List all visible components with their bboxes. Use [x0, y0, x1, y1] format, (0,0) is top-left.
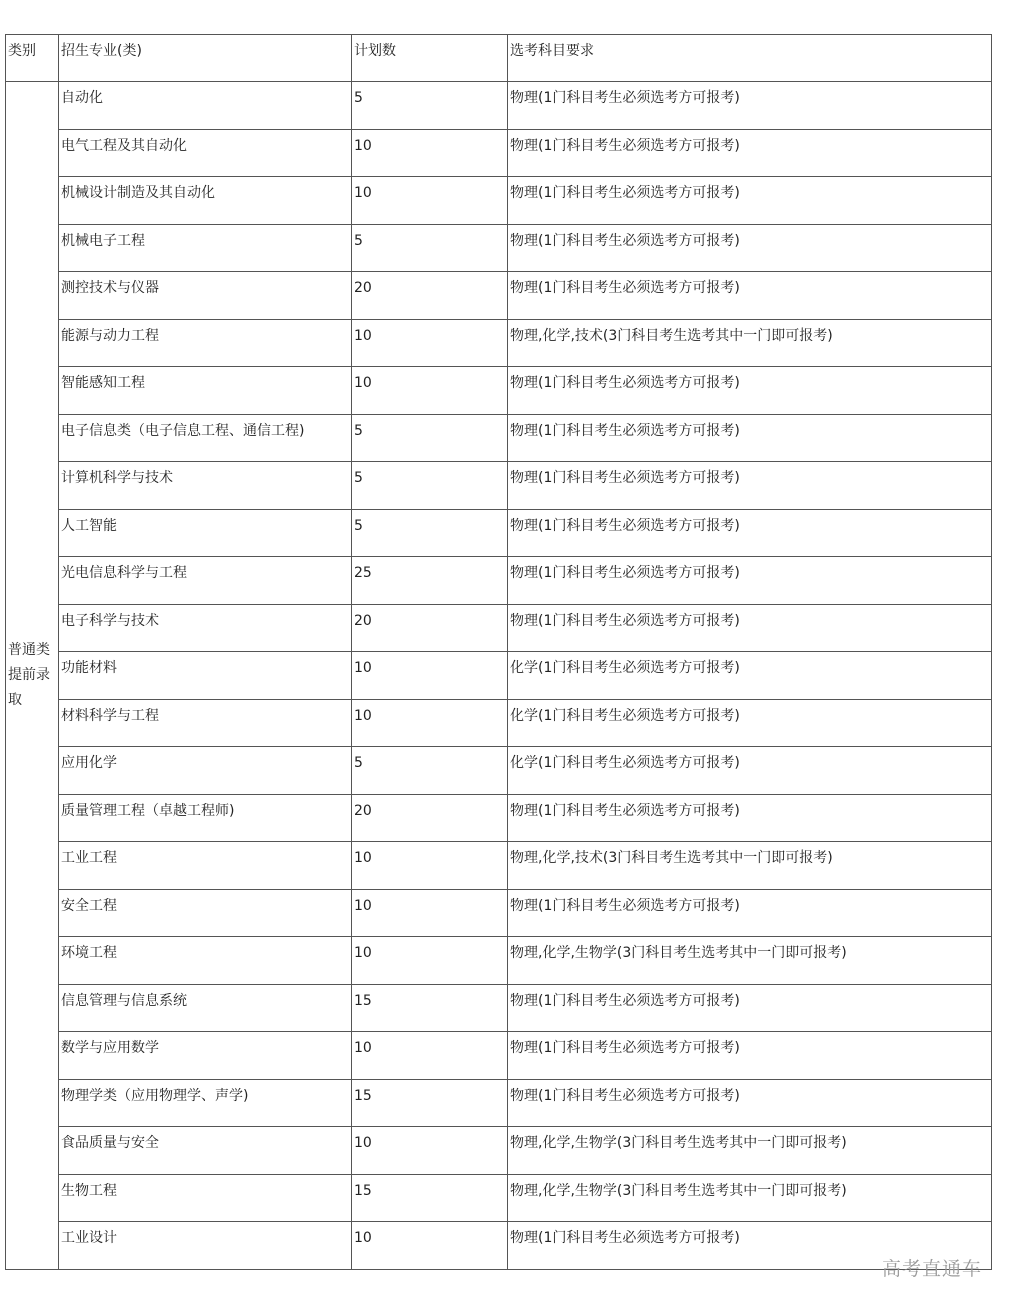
plan-cell: 10	[352, 367, 508, 415]
major-cell: 电子信息类（电子信息工程、通信工程)	[59, 414, 352, 462]
table-row	[6, 747, 992, 795]
table-row	[6, 224, 992, 272]
requirement-cell: 物理(1门科目考生必须选考方可报考)	[508, 272, 992, 320]
requirement-cell: 物理(1门科目考生必须选考方可报考)	[508, 367, 992, 415]
plan-cell: 10	[352, 889, 508, 937]
table-row	[6, 509, 992, 557]
plan-cell: 15	[352, 1174, 508, 1222]
requirement-cell: 物理(1门科目考生必须选考方可报考)	[508, 509, 992, 557]
table-row	[6, 937, 992, 985]
requirement-cell: 物理(1门科目考生必须选考方可报考)	[508, 129, 992, 177]
plan-cell: 5	[352, 509, 508, 557]
major-cell: 电子科学与技术	[59, 604, 352, 652]
major-cell: 质量管理工程（卓越工程师)	[59, 794, 352, 842]
requirement-cell: 物理(1门科目考生必须选考方可报考)	[508, 984, 992, 1032]
requirement-cell: 物理(1门科目考生必须选考方可报考)	[508, 1079, 992, 1127]
table-row	[6, 842, 992, 890]
major-cell: 功能材料	[59, 652, 352, 700]
major-cell: 智能感知工程	[59, 367, 352, 415]
plan-cell: 10	[352, 842, 508, 890]
category-cell: 普通类提前录取	[6, 82, 59, 1270]
requirement-cell: 物理,化学,技术(3门科目考生选考其中一门即可报考)	[508, 842, 992, 890]
table-row	[6, 82, 992, 130]
requirement-cell: 物理(1门科目考生必须选考方可报考)	[508, 224, 992, 272]
plan-cell: 20	[352, 272, 508, 320]
plan-cell: 15	[352, 1079, 508, 1127]
table-row	[6, 984, 992, 1032]
table-row	[6, 1079, 992, 1127]
requirement-cell: 物理(1门科目考生必须选考方可报考)	[508, 889, 992, 937]
major-cell: 机械设计制造及其自动化	[59, 177, 352, 225]
plan-cell: 10	[352, 1032, 508, 1080]
plan-cell: 5	[352, 747, 508, 795]
major-cell: 数学与应用数学	[59, 1032, 352, 1080]
table-row	[6, 699, 992, 747]
table-row	[6, 1174, 992, 1222]
table-row	[6, 414, 992, 462]
major-cell: 工业工程	[59, 842, 352, 890]
major-cell: 环境工程	[59, 937, 352, 985]
requirement-cell: 物理(1门科目考生必须选考方可报考)	[508, 794, 992, 842]
plan-cell: 10	[352, 177, 508, 225]
major-cell: 人工智能	[59, 509, 352, 557]
major-cell: 电气工程及其自动化	[59, 129, 352, 177]
major-cell: 物理学类（应用物理学、声学)	[59, 1079, 352, 1127]
requirement-cell: 物理(1门科目考生必须选考方可报考)	[508, 1222, 992, 1270]
major-cell: 机械电子工程	[59, 224, 352, 272]
plan-cell: 10	[352, 1222, 508, 1270]
table-row	[6, 1127, 992, 1175]
table-row	[6, 319, 992, 367]
plan-cell: 10	[352, 652, 508, 700]
table-row	[6, 794, 992, 842]
major-cell: 光电信息科学与工程	[59, 557, 352, 605]
plan-cell: 10	[352, 937, 508, 985]
plan-cell: 5	[352, 224, 508, 272]
major-cell: 生物工程	[59, 1174, 352, 1222]
plan-cell: 20	[352, 604, 508, 652]
table-row	[6, 604, 992, 652]
table-header-row	[6, 35, 992, 82]
plan-cell: 10	[352, 699, 508, 747]
requirement-cell: 化学(1门科目考生必须选考方可报考)	[508, 652, 992, 700]
major-cell: 测控技术与仪器	[59, 272, 352, 320]
plan-cell: 10	[352, 319, 508, 367]
requirement-cell: 化学(1门科目考生必须选考方可报考)	[508, 699, 992, 747]
major-cell: 自动化	[59, 82, 352, 130]
requirement-cell: 化学(1门科目考生必须选考方可报考)	[508, 747, 992, 795]
major-cell: 应用化学	[59, 747, 352, 795]
major-cell: 信息管理与信息系统	[59, 984, 352, 1032]
plan-cell: 5	[352, 414, 508, 462]
requirement-cell: 物理(1门科目考生必须选考方可报考)	[508, 462, 992, 510]
requirement-cell: 物理,化学,技术(3门科目考生选考其中一门即可报考)	[508, 319, 992, 367]
table-row	[6, 272, 992, 320]
plan-cell: 5	[352, 462, 508, 510]
requirement-cell: 物理(1门科目考生必须选考方可报考)	[508, 1032, 992, 1080]
table-row	[6, 367, 992, 415]
plan-cell: 5	[352, 82, 508, 130]
requirement-cell: 物理(1门科目考生必须选考方可报考)	[508, 604, 992, 652]
major-cell: 工业设计	[59, 1222, 352, 1270]
major-cell: 能源与动力工程	[59, 319, 352, 367]
watermark: 高考直通车	[881, 1258, 982, 1280]
table-row	[6, 1222, 992, 1270]
table-row	[6, 129, 992, 177]
major-cell: 材料科学与工程	[59, 699, 352, 747]
table-body	[6, 35, 992, 1270]
table-row	[6, 177, 992, 225]
table-row	[6, 652, 992, 700]
plan-cell: 25	[352, 557, 508, 605]
requirement-cell: 物理(1门科目考生必须选考方可报考)	[508, 82, 992, 130]
plan-cell: 10	[352, 129, 508, 177]
requirement-cell: 物理,化学,生物学(3门科目考生选考其中一门即可报考)	[508, 1127, 992, 1175]
header-requirement: 选考科目要求	[508, 35, 992, 82]
requirement-cell: 物理(1门科目考生必须选考方可报考)	[508, 177, 992, 225]
plan-cell: 10	[352, 1127, 508, 1175]
table-row	[6, 462, 992, 510]
table-row	[6, 1032, 992, 1080]
header-plan: 计划数	[352, 35, 508, 82]
major-cell: 安全工程	[59, 889, 352, 937]
major-cell: 食品质量与安全	[59, 1127, 352, 1175]
requirement-cell: 物理,化学,生物学(3门科目考生选考其中一门即可报考)	[508, 937, 992, 985]
requirement-cell: 物理(1门科目考生必须选考方可报考)	[508, 557, 992, 605]
header-category: 类别	[6, 35, 59, 82]
requirement-cell: 物理,化学,生物学(3门科目考生选考其中一门即可报考)	[508, 1174, 992, 1222]
requirement-cell: 物理(1门科目考生必须选考方可报考)	[508, 414, 992, 462]
table-row	[6, 889, 992, 937]
table-row	[6, 557, 992, 605]
plan-cell: 15	[352, 984, 508, 1032]
enrollment-plan-table	[5, 34, 992, 1270]
major-cell: 计算机科学与技术	[59, 462, 352, 510]
plan-cell: 20	[352, 794, 508, 842]
header-major: 招生专业(类)	[59, 35, 352, 82]
